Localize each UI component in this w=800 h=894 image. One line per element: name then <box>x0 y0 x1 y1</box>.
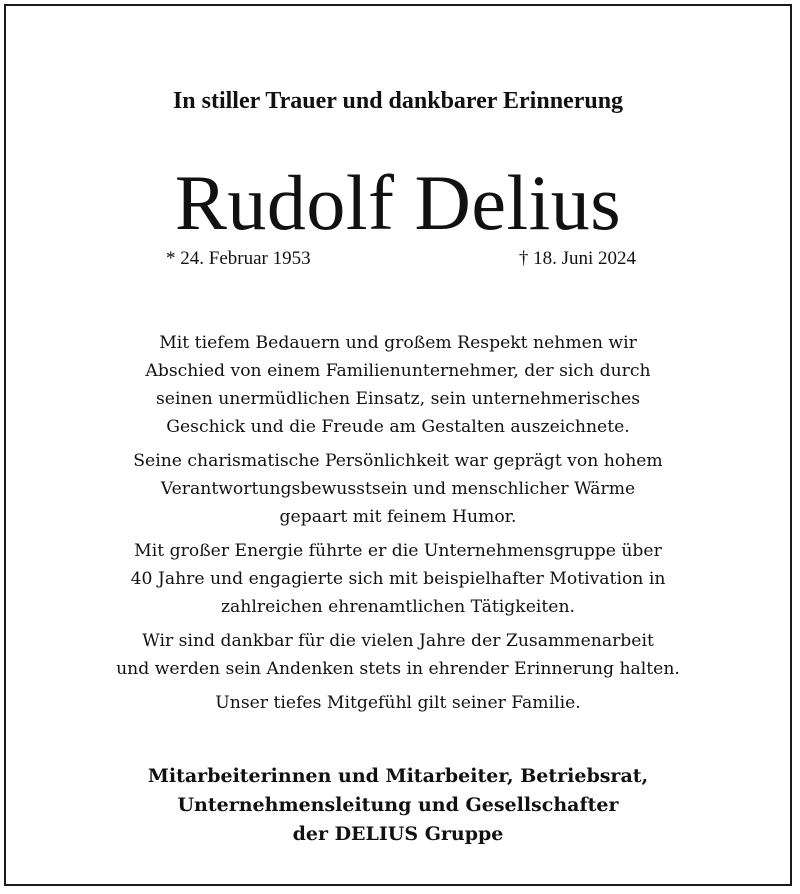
paragraph <box>46 627 750 683</box>
death-date: † 18. Juni 2024 <box>518 248 636 269</box>
signature-line: Mitarbeiterinnen und Mitarbeiter, Betriebsrat, <box>147 765 649 787</box>
text-line: gepaart mit feinem Humor. <box>279 507 517 527</box>
obituary-text <box>46 329 750 723</box>
text-line: seinen unermüdlichen Einsatz, sein unternehmerisches <box>155 389 641 409</box>
text-line: Mit großer Energie führte er die Unternehmensgruppe über <box>134 541 662 561</box>
paragraph <box>46 329 750 441</box>
text-line: Abschied von einem Familienunternehmer, der sich durch <box>145 361 651 381</box>
paragraph <box>46 447 750 531</box>
text-line: Wir sind dankbar für die vielen Jahre der Zusammenarbeit <box>142 631 654 651</box>
text-line: Seine charismatische Persönlichkeit war geprägt von hohem <box>133 451 663 471</box>
obituary-notice <box>4 4 792 886</box>
signature-line: der DELIUS Gruppe <box>292 823 504 845</box>
text-line: zahlreichen ehrenamtlichen Tätigkeiten. <box>220 597 575 617</box>
text-line: und werden sein Andenken stets in ehrender Erinnerung halten. <box>116 659 680 679</box>
signature-line: Unternehmensleitung und Gesellschafter <box>177 794 619 816</box>
paragraph <box>46 537 750 621</box>
text-line: 40 Jahre und engagierte sich mit beispielhafter Motivation in <box>130 569 666 589</box>
signature-block <box>6 762 790 849</box>
deceased-name: Rudolf Delius <box>174 159 622 246</box>
text-line: Mit tiefem Bedauern und großem Respekt nehmen wir <box>159 333 637 353</box>
birth-date: * 24. Februar 1953 <box>166 248 311 269</box>
text-line: Verantwortungsbewusstsein und menschlicher Wärme <box>160 479 636 499</box>
paragraph <box>46 689 750 717</box>
text-line: Unser tiefes Mitgefühl gilt seiner Familie. <box>215 693 581 713</box>
text-line: Geschick und die Freude am Gestalten auszeichnete. <box>166 417 630 437</box>
headline: In stiller Trauer und dankbarer Erinnerung <box>172 88 624 114</box>
